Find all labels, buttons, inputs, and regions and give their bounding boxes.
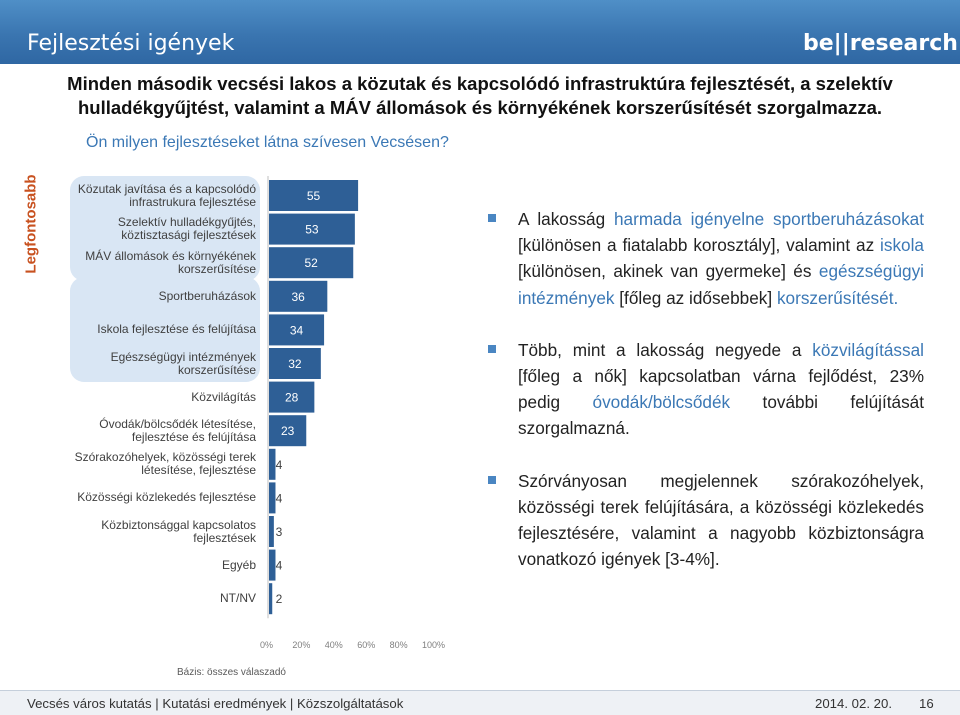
headline-line-2: hulladékgyűjtést, valamint a MÁV állomások és környékének korszerűsítését szorgalmazza. bbox=[77, 97, 883, 118]
bar-12 bbox=[269, 583, 272, 614]
x-tick-label-5: 100% bbox=[422, 640, 446, 650]
highlighted-text: óvodák/bölcsődék bbox=[592, 392, 731, 413]
category-label-line: Iskola fejlesztése és felújítása bbox=[97, 322, 256, 337]
bullet-text: [különösen, akinek van gyermeke] és bbox=[518, 261, 819, 282]
category-label-line: MÁV állomások és környékének bbox=[85, 248, 256, 263]
bar-value-label-5: 32 bbox=[288, 357, 302, 371]
bullet-item-2 bbox=[488, 468, 924, 573]
bar-value-label-11: 4 bbox=[275, 558, 283, 573]
category-label-line: NT/NV bbox=[220, 591, 256, 606]
category-label-line: Egyéb bbox=[221, 557, 256, 572]
x-tick-label-2: 40% bbox=[324, 640, 343, 650]
side-label: Legfontosabb bbox=[22, 174, 40, 274]
category-label-line: fejlesztések bbox=[193, 530, 256, 545]
category-label-line: infrastrukura fejlesztése bbox=[129, 194, 256, 209]
category-label-line: Szórakozóhelyek, közösségi terek bbox=[74, 450, 256, 465]
headline-line-1: Minden második vecsési lakos a közutak és kapcsolódó infrastruktúra fejlesztését, a szelektív bbox=[67, 73, 893, 94]
category-label-line: korszerűsítése bbox=[177, 261, 256, 276]
category-label-line: korszerűsítése bbox=[177, 362, 256, 377]
highlighted-text: egészségügyi intézmények bbox=[518, 261, 924, 308]
category-label-line: Közutak javítása és a kapcsolódó bbox=[77, 181, 256, 196]
footer-breadcrumb: Vecsés város kutatás | Kutatási eredmények | Közszolgáltatások bbox=[27, 696, 404, 711]
bullet-square-icon bbox=[488, 476, 496, 484]
bar-value-label-10: 3 bbox=[275, 525, 283, 539]
x-tick-label-4: 80% bbox=[389, 640, 408, 650]
bullet-text: Több, mint a lakosság negyede a bbox=[518, 339, 813, 360]
bullet-text: [főleg az idősebbek] bbox=[614, 287, 777, 308]
bullet-square-icon bbox=[488, 345, 496, 353]
company-logo: be||research bbox=[803, 31, 958, 56]
category-label-line: fejlesztése és felújítása bbox=[131, 429, 256, 444]
x-tick-label-3: 60% bbox=[357, 640, 376, 650]
bar-value-label-0: 55 bbox=[306, 189, 321, 203]
highlighted-text: iskola bbox=[880, 235, 924, 256]
category-label-line: Egészségügyi intézmények bbox=[110, 349, 256, 364]
footer-date: 2014. 02. 20. bbox=[815, 696, 892, 711]
highlighted-text: közvilágítással bbox=[812, 339, 924, 360]
page-number: 16 bbox=[919, 696, 934, 711]
highlighted-text: korszerűsítését. bbox=[776, 287, 899, 308]
x-tick-label-0: 0% bbox=[260, 640, 274, 650]
bullet-text: [főleg a nők] kapcsolatban várna fejlődést, 23% pedig bbox=[518, 366, 924, 413]
category-label-line: Óvodák/bölcsődék létesítése, bbox=[99, 416, 256, 431]
highlighted-text: harmada igényelne sportberuházásokat bbox=[613, 209, 924, 229]
bullet-text: Szórványosan megjelennek szórakozóhelyek, közösségi terek felújítására, a közösségi közlekedés fejlesztésére, valamint a nagyobb közbiztonságra vonatkozó igények [3-4%]. bbox=[518, 470, 924, 570]
bullet-item-1 bbox=[488, 337, 924, 442]
category-label-line: Sportberuházások bbox=[158, 288, 256, 303]
bar-value-label-12: 2 bbox=[275, 592, 283, 607]
category-label-line: létesítése, fejlesztése bbox=[141, 463, 256, 478]
bullet-item-0 bbox=[488, 206, 924, 311]
category-label-line: Közvilágítás bbox=[191, 389, 256, 404]
bullet-square-icon bbox=[488, 214, 496, 222]
bar-value-label-3: 36 bbox=[291, 289, 305, 304]
x-tick-label-1: 20% bbox=[292, 640, 311, 650]
page-title: Fejlesztési igények bbox=[27, 31, 235, 56]
category-label-line: Közösségi közlekedés fejlesztése bbox=[77, 490, 256, 505]
category-label-line: Szelektív hulladékgyűjtés, bbox=[117, 215, 256, 230]
bar-value-label-4: 34 bbox=[289, 323, 304, 338]
bar-value-label-9: 4 bbox=[275, 491, 283, 506]
bar-value-label-8: 4 bbox=[275, 457, 283, 472]
bullet-list bbox=[488, 206, 924, 598]
category-label-line: köztisztasági fejlesztések bbox=[121, 228, 256, 243]
bullet-text: A lakosság bbox=[518, 209, 614, 229]
bar-value-label-7: 23 bbox=[280, 424, 295, 439]
footer-bar bbox=[0, 690, 960, 715]
basis-note: Bázis: összes válaszadó bbox=[177, 667, 286, 678]
bar-value-label-6: 28 bbox=[285, 390, 299, 405]
bar-10 bbox=[269, 516, 274, 547]
bar-value-label-2: 52 bbox=[304, 256, 318, 271]
bullet-text: [különösen a fiatalabb korosztály], valamint az bbox=[518, 235, 881, 256]
survey-question: Ön milyen fejlesztéseket látna szívesen Vecsésen? bbox=[86, 134, 449, 151]
bar-8 bbox=[269, 449, 275, 480]
bullet-text: további felújítását szorgalmazná. bbox=[518, 392, 924, 439]
category-label-line: Közbiztonsággal kapcsolatos bbox=[101, 517, 256, 532]
bar-value-label-1: 53 bbox=[305, 222, 319, 237]
bar-chart-svg bbox=[0, 0, 480, 660]
bar-11 bbox=[269, 550, 275, 581]
bar-9 bbox=[269, 482, 275, 513]
